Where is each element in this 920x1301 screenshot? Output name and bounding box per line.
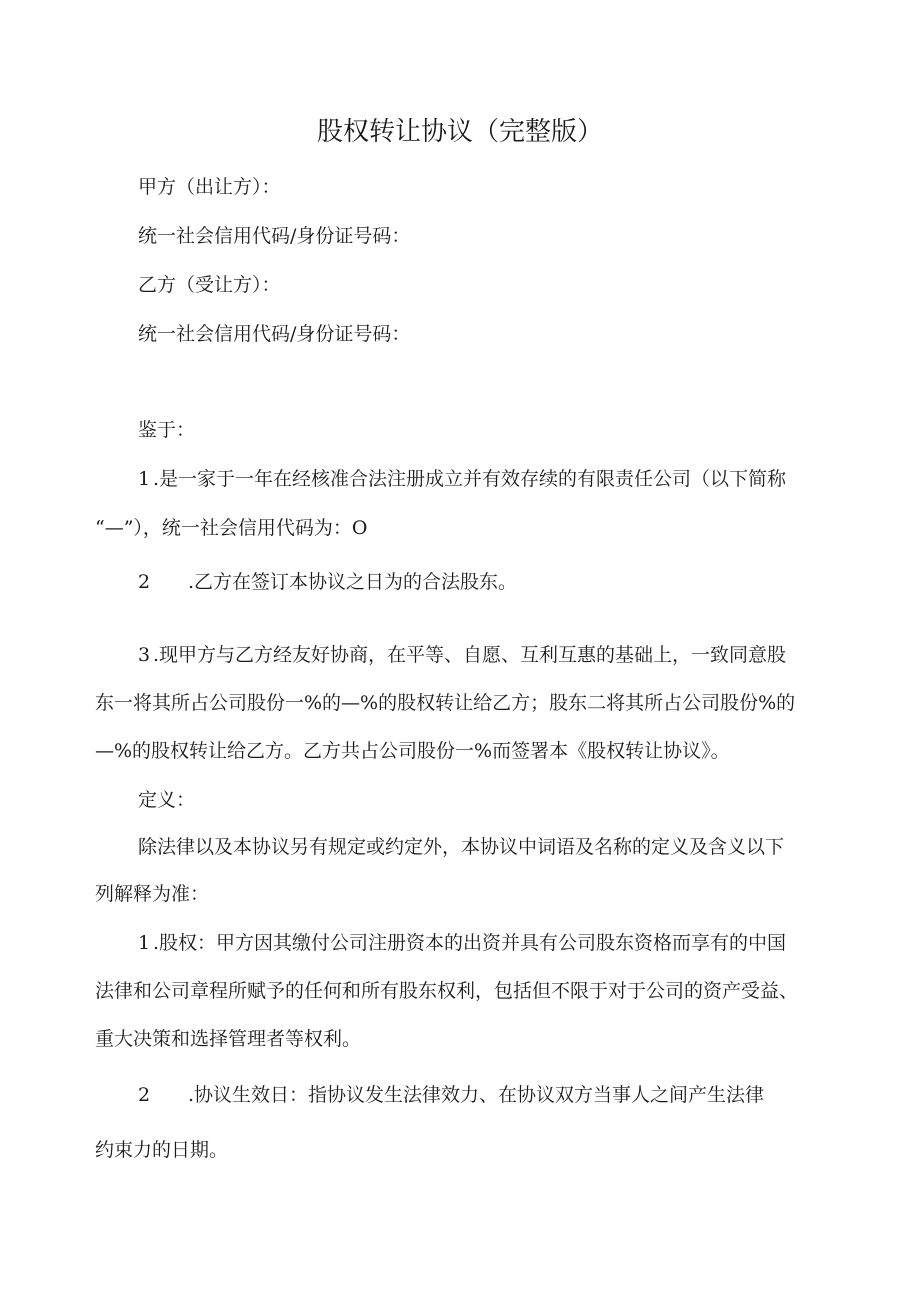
item-text: .协议生效日：指协议发生法律效力、在协议双方当事人之间产生法律: [188, 1084, 765, 1106]
whereas-item-2: [138, 568, 517, 596]
whereas-item-3-continuation-2: —%的股权转让给乙方。乙方共占公司股份一%而签署本《股权转让协议》。: [95, 740, 730, 762]
whereas-item-1: [138, 465, 786, 493]
item-number: 1: [138, 932, 151, 954]
party-a-code-label: 统一社会信用代码/身份证号码：: [138, 225, 411, 247]
definition-item-1: [138, 929, 786, 957]
definition-item-2: [138, 1081, 764, 1109]
definitions-heading: 定义：: [138, 789, 196, 811]
whereas-item-1-continuation: “—”），统一社会信用代码为：O: [95, 517, 368, 539]
item-number: 2: [138, 571, 151, 593]
party-b-code-label: 统一社会信用代码/身份证号码：: [138, 323, 411, 345]
whereas-heading: 鉴于：: [138, 419, 196, 441]
definition-item-1-continuation-1: 法律和公司章程所赋予的任何和所有股东权利，包括但不限于对于公司的资产受益、: [95, 980, 799, 1002]
item-text: .现甲方与乙方经友好协商，在平等、自愿、互利互惠的基础上，一致同意股: [153, 644, 787, 666]
item-text: .是一家于一年在经核准合法注册成立并有效存续的有限责任公司（以下简称: [153, 468, 787, 490]
document-title: 股权转让协议（完整版）: [316, 117, 603, 147]
whereas-item-3-continuation-1: 东一将其所占公司股份一%的—%的股权转让给乙方；股东二将其所占公司股份%的: [95, 692, 796, 714]
definition-item-2-continuation: 约束力的日期。: [95, 1139, 229, 1161]
item-number: 1: [138, 468, 151, 490]
item-number: 2: [138, 1084, 151, 1106]
definition-item-1-continuation-2: 重大决策和选择管理者等权利。: [95, 1028, 362, 1050]
party-a-label: 甲方（出让方）：: [138, 176, 281, 198]
party-b-label: 乙方（受让方）：: [138, 274, 281, 296]
definitions-intro: 除法律以及本协议另有规定或约定外，本协议中词语及名称的定义及含义以下: [138, 836, 785, 858]
definitions-intro-continuation: 列解释为准：: [95, 883, 210, 905]
whereas-item-3: [138, 641, 786, 669]
item-text: .乙方在签订本协议之日为的合法股东。: [188, 571, 518, 593]
item-number: 3: [138, 644, 151, 666]
item-text: .股权：甲方因其缴付公司注册资本的出资并具有公司股东资格而享有的中国: [153, 932, 787, 954]
